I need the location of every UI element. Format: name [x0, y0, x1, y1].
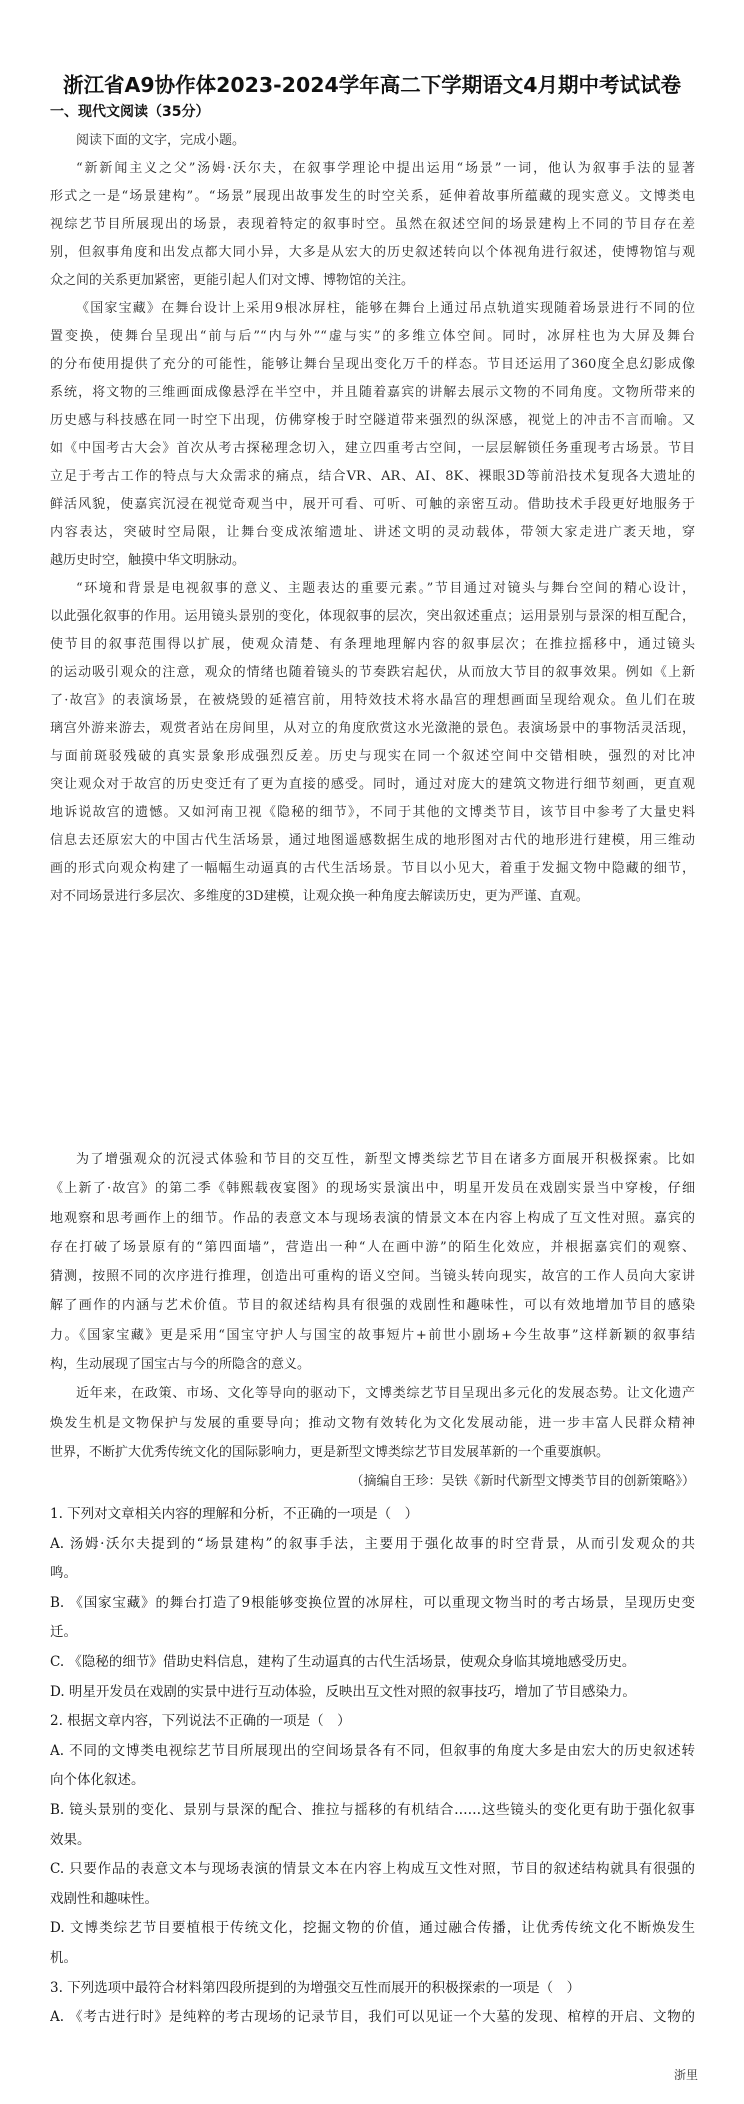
question-list — [50, 1500, 695, 2033]
paragraph-line: 置变换，使舞台呈现出“前与后”“内与外”“虚与实”的多维立体空间。同时，冰屏柱也为大屏及舞台 — [50, 329, 695, 344]
option-line: B. 《国家宝藏》的舞台打造了9根能够变换位置的冰屏柱，可以重现文物当时的考古场景，呈现历史变 — [50, 1594, 695, 1611]
page-footer-watermark: 浙里 — [673, 2068, 698, 2082]
paragraph-line: 猜测，按照不同的次序进行推理，创造出可重构的语义空间。当镜头转向现实，故宫的工作人员向大家讲 — [50, 1269, 695, 1285]
paragraph-line: 众之间的关系更加紧密，更能引起人们对文博、博物馆的关注。 — [50, 273, 415, 288]
option-line: C. 只要作品的表意文本与现场表演的情景文本在内容上构成互文性对照，节目的叙述结构就具有很强的 — [50, 1861, 695, 1878]
option-line: D. 明星开发员在戏剧的实景中进行互动体验，反映出互文性对照的叙事技巧，增加了节目感染力。 — [50, 1683, 636, 1700]
paragraph-line: 使节目的叙事范围得以扩展，使观众清楚、有条理地理解内容的叙事层次；在推拉摇移中，通过镜头 — [50, 637, 695, 652]
paragraph-line: 《上新了·故宫》的第二季《韩熙载夜宴图》的现场实景演出中，明星开发员在戏剧实景当中穿梭，仔细 — [50, 1181, 695, 1197]
option-line: B. 镜头景别的变化、景别与景深的配合、推拉与摇移的有机结合……这些镜头的变化更有助于强化叙事 — [50, 1801, 695, 1818]
option-line: C. 《隐秘的细节》借助史料信息，建构了生动逼真的古代生活场景，使观众身临其境地感受历史。 — [50, 1653, 636, 1670]
paragraph-line: 突让观众对于故宫的历史变迁有了更为直接的感受。同时，通过对庞大的建筑文物进行细节刻画，更直观 — [50, 777, 695, 792]
paragraph-line: 视综艺节目所展现出的场景，表现着特定的叙事时空。虽然在叙述空间的场景建构上不同的节目存在差 — [50, 217, 695, 232]
paragraph-line: 解了画作的内涵与艺术价值。节目的叙述结构具有很强的戏剧性和趣味性，可以有效地增加节目的感染 — [50, 1298, 695, 1314]
paragraph-line: 焕发生机是文物保护与发展的重要导向；推动文物有效转化为文化发展动能，进一步丰富人民群众精神 — [50, 1415, 695, 1431]
paragraph-2 — [50, 295, 695, 575]
paragraph-line: 形式之一是“场景建构”。“场景”展现出故事发生的时空关系，延伸着故事所蕴藏的现实意义。文博类电 — [50, 189, 695, 204]
question-1 — [50, 1500, 695, 1707]
passage-part-2 — [50, 1145, 695, 1497]
option-b — [50, 1796, 695, 1855]
option-d — [50, 1678, 695, 1708]
reading-instruction: 阅读下面的文字，完成小题。 — [76, 133, 246, 148]
question-stem: 3. 下列选项中最符合材料第四段所提到的为增强交互性而展开的积极探索的一项是（ ） — [50, 1979, 581, 1996]
paragraph-line: 的运动吸引观众的注意，观众的情绪也随着镜头的节奏跌宕起伏，从而放大节目的叙事效果。例如《上新 — [50, 665, 695, 680]
paragraph-line: 内容表达，突破时空局限，让舞台变成浓缩遗址、讲述文明的灵动载体，带领大家走进广袤天地，穿 — [50, 525, 695, 540]
paragraph-line: 力。《国家宝藏》更是采用“国宝守护人与国宝的故事短片+前世小剧场+今生故事”这样新颖的叙事结 — [50, 1327, 695, 1343]
option-line: 戏剧性和趣味性。 — [50, 1890, 158, 1907]
paragraph-line: “环境和背景是电视叙事的意义、主题表达的重要元素。”节目通过对镜头与舞台空间的精心设计， — [76, 581, 695, 596]
option-line: 效果。 — [50, 1831, 91, 1848]
passage-part-2-paragraphs — [50, 1145, 695, 1467]
option-a — [50, 1737, 695, 1796]
paragraph-line: 对不同场景进行多层次、多维度的3D建模，让观众换一种角度去解读历史，更为严谨、直观。 — [50, 889, 589, 904]
paragraph-line: 别，但叙事角度和出发点都大同小异，大多是从宏大的历史叙述转向以个体视角进行叙述，使博物馆与观 — [50, 245, 695, 260]
paragraph-line: 系统，将文物的三维画面成像悬浮在半空中，并且随着嘉宾的讲解去展示文物的不同角度。文物所带来的 — [50, 385, 695, 400]
option-c — [50, 1855, 695, 1914]
paragraph-line: 《国家宝藏》在舞台设计上采用9根冰屏柱，能够在舞台上通过吊点轨道实现随着场景进行不同的位 — [76, 301, 695, 316]
paragraph-line: 鲜活风貌，使嘉宾沉浸在视觉奇观当中，展开可看、可听、可触的亲密互动。借助技术手段更好地服务于 — [50, 497, 695, 512]
option-a — [50, 2003, 695, 2033]
option-c — [50, 1648, 695, 1678]
paragraph-line: 与面前斑驳残破的真实景象形成强烈反差。历史与现实在同一个叙述空间中交错相映，强烈的对比冲 — [50, 749, 695, 764]
paragraph-line: 信息去还原宏大的中国古代生活场景，通过地图遥感数据生成的地形图对古代的地形进行建模，用三维动 — [50, 833, 695, 848]
option-line: A. 不同的文博类电视综艺节目所展现出的空间场景各有不同，但叙事的角度大多是由宏大的历史叙述转 — [50, 1742, 695, 1759]
paragraph-line: 画的形式向观众构建了一幅幅生动逼真的古代生活场景。节目以小见大，着重于发掘文物中隐藏的细节， — [50, 861, 695, 876]
paragraph-line: 近年来，在政策、市场、文化等导向的驱动下，文博类综艺节目呈现出多元化的发展态势。让文化遗产 — [76, 1386, 695, 1402]
paragraph-line: 如《中国考古大会》首次从考古探秘理念切入，建立四重考古空间，一层层解锁任务重现考古场景。节目 — [50, 441, 695, 456]
paragraph-line: “新新闻主义之父”汤姆·沃尔夫，在叙事学理论中提出运用“场景”一词，他认为叙事手法的显著 — [76, 161, 695, 176]
option-line: 鸣。 — [50, 1565, 77, 1582]
paragraph-line: 为了增强观众的沉浸式体验和节目的交互性，新型文博类综艺节目在诸多方面展开积极探索。比如 — [76, 1152, 695, 1167]
exam-title: 浙江省A9协作体2023-2024学年高二下学期语文4月期中考试试卷 — [62, 73, 681, 97]
passage-part-1 — [50, 127, 695, 911]
option-line: 迁。 — [50, 1624, 77, 1641]
paragraph-line: 的分布使用提供了充分的可能性，能够让舞台呈现出变化万千的样态。节目还运用了360度全息幻影成像 — [50, 357, 695, 372]
passage-part-1-paragraphs — [50, 155, 695, 911]
option-a — [50, 1530, 695, 1589]
option-line: A. 汤姆·沃尔夫提到的“场景建构”的叙事手法，主要用于强化故事的时空背景，从而引发观众的共 — [50, 1535, 695, 1552]
paragraph-line: 地观察和思考画作上的细节。作品的表意文本与现场表演的情景文本在内容上构成了互文性对照。嘉宾的 — [50, 1210, 695, 1226]
paragraph-line: 构，生动展现了国宝古与今的所隐含的意义。 — [50, 1357, 311, 1373]
section-heading: 一、现代文阅读（35分） — [50, 104, 210, 120]
paragraph-line: 越历史时空，触摸中华文明脉动。 — [50, 553, 246, 568]
option-line: D. 文博类综艺节目要植根于传统文化，挖掘文物的价值，通过融合传播，让优秀传统文化不断焕发生 — [50, 1920, 695, 1937]
paragraph-line: 历史感与科技感在同一时空下出现，仿佛穿梭于时空隧道带来强烈的纵深感，视觉上的冲击不言而喻。又 — [50, 413, 695, 428]
paragraph-line: 璃宫外游来游去，观赏者站在房间里，从对立的角度欣赏这水光潋滟的景色。表演场景中的事物活灵活现， — [50, 721, 695, 736]
paragraph-5 — [50, 1379, 695, 1467]
paragraph-line: 以此强化叙事的作用。运用镜头景别的变化，体现叙事的层次，突出叙述重点；运用景别与景深的相互配合， — [50, 609, 695, 624]
paragraph-3 — [50, 575, 695, 911]
source-citation: （摘编自王珍：吴铁《新时代新型文博类节目的创新策略》） — [350, 1474, 695, 1490]
paragraph-line: 地诉说故宫的遗憾。又如河南卫视《隐秘的细节》，不同于其他的文博类节目，该节目中参考了大量史料 — [50, 805, 695, 820]
paragraph-line: 了·故宫》的表演场景，在被烧毁的延禧宫前，用特效技术将水晶宫的理想画面呈现给观众。鱼儿们在玻 — [50, 693, 695, 708]
paragraph-line: 存在打破了场景原有的“第四面墙”，营造出一种“人在画中游”的陌生化效应，并根据嘉宾们的观察、 — [50, 1239, 695, 1255]
option-line: 向个体化叙述。 — [50, 1772, 145, 1789]
question-2 — [50, 1707, 695, 1973]
paragraph-1 — [50, 155, 695, 295]
option-b — [50, 1589, 695, 1648]
paragraph-4 — [50, 1145, 695, 1379]
option-line: A. 《考古进行时》是纯粹的考古现场的记录节目，我们可以见证一个大墓的发现、棺椁的开启、文物的 — [50, 2009, 695, 2026]
question-stem: 1. 下列对文章相关内容的理解和分析，不正确的一项是（ ） — [50, 1506, 419, 1522]
option-d — [50, 1914, 695, 1973]
paragraph-line: 世界，不断扩大优秀传统文化的国际影响力，更是新型文博类综艺节目发展革新的一个重要旗帜。 — [50, 1444, 610, 1460]
option-line: 机。 — [50, 1949, 77, 1966]
question-3 — [50, 1974, 695, 2033]
question-stem: 2. 根据文章内容，下列说法不正确的一项是（ ） — [50, 1713, 351, 1730]
paragraph-line: 立足于考古工作的特点与大众需求的痛点，结合VR、AR、AI、8K、裸眼3D等前沿技术复现各大遗址的 — [50, 469, 695, 484]
